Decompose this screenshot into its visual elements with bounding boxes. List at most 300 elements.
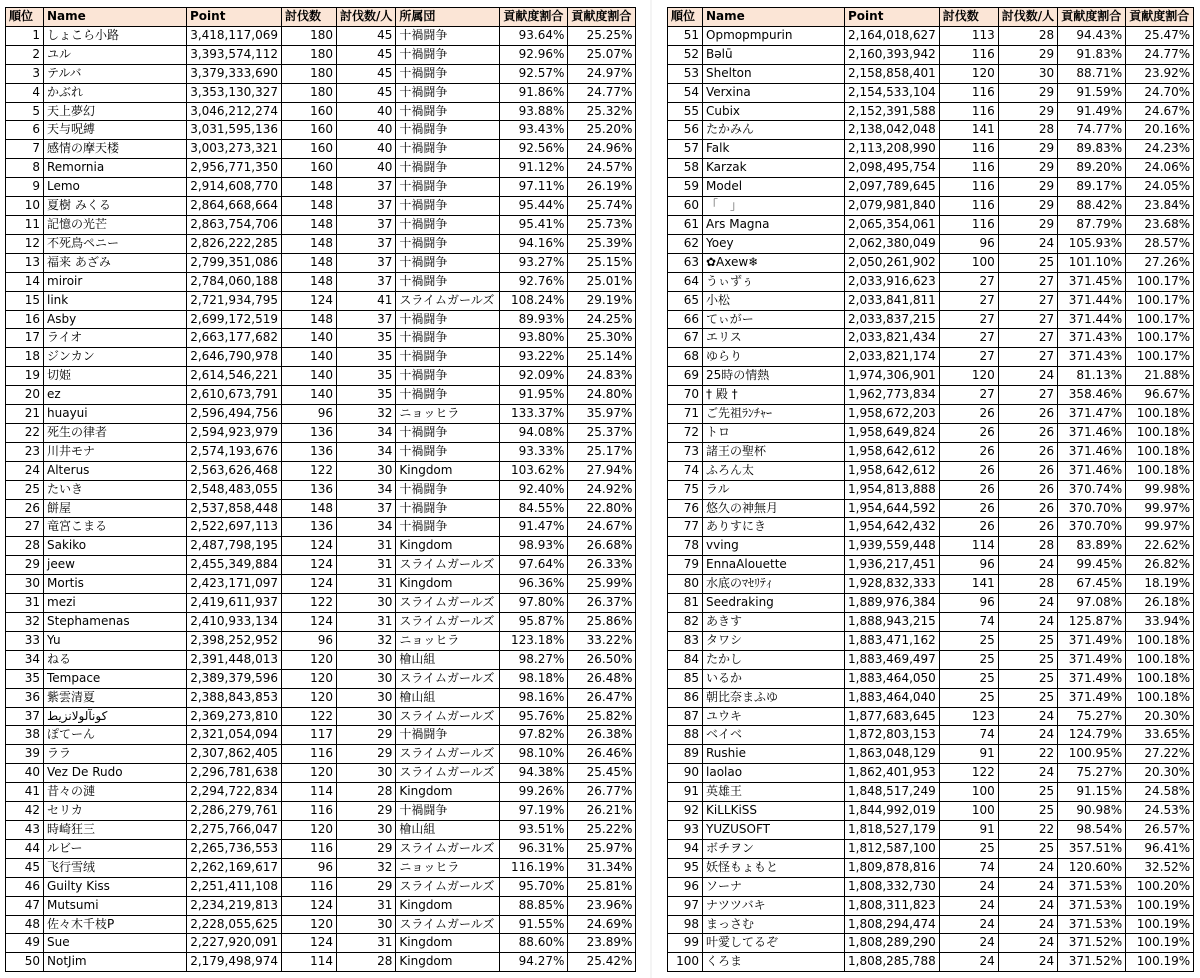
table-row: [668, 45, 1194, 64]
cell-name: NotJim: [44, 953, 187, 972]
cell-point: 2,398,252,952: [187, 631, 282, 650]
cell-kills-per: 45: [337, 26, 396, 45]
table-row: [668, 650, 1194, 669]
cell-kills: 27: [939, 291, 998, 310]
table-row: [668, 745, 1194, 764]
cell-team: スライムガールズ: [396, 745, 500, 764]
cell-kills-per: 37: [337, 310, 396, 329]
cell-contrib-b: 25.14%: [568, 348, 636, 367]
cell-rank: 26: [6, 499, 44, 518]
cell-team: 十禍闘争: [396, 518, 500, 537]
cell-kills-per: 24: [998, 234, 1057, 253]
cell-contrib-a: 370.70%: [1058, 499, 1126, 518]
header-row: [6, 8, 636, 27]
cell-kills-per: 28: [998, 26, 1057, 45]
cell-point: 3,418,117,069: [187, 26, 282, 45]
cell-contrib-b: 24.83%: [568, 367, 636, 386]
cell-team: ニョッヒラ: [396, 631, 500, 650]
header-contrib-a: 貢献度割合: [500, 8, 568, 27]
cell-point: 2,228,055,625: [187, 915, 282, 934]
cell-contrib-a: 83.89%: [1058, 537, 1126, 556]
cell-contrib-b: 100.18%: [1126, 650, 1194, 669]
cell-rank: 60: [668, 197, 703, 216]
cell-contrib-a: 371.49%: [1058, 631, 1126, 650]
cell-contrib-a: 87.79%: [1058, 215, 1126, 234]
table-row: [6, 64, 636, 83]
cell-team: 十禍闘争: [396, 159, 500, 178]
cell-kills: 140: [282, 367, 337, 386]
cell-team: 十禍闘争: [396, 197, 500, 216]
cell-contrib-b: 25.73%: [568, 215, 636, 234]
cell-name: Sue: [44, 934, 187, 953]
cell-kills-per: 25: [998, 253, 1057, 272]
cell-point: 2,826,222,285: [187, 234, 282, 253]
cell-rank: 47: [6, 896, 44, 915]
cell-kills-per: 37: [337, 178, 396, 197]
cell-team: 十禍闘争: [396, 234, 500, 253]
table-row: [668, 783, 1194, 802]
cell-kills-per: 37: [337, 253, 396, 272]
cell-name: タワシ: [703, 631, 845, 650]
header-rank: 順位: [668, 8, 703, 27]
cell-point: 1,818,527,179: [845, 820, 940, 839]
cell-rank: 66: [668, 310, 703, 329]
cell-contrib-a: 108.24%: [500, 291, 568, 310]
cell-contrib-b: 29.19%: [568, 291, 636, 310]
cell-contrib-b: 26.77%: [568, 783, 636, 802]
column-separator: [650, 0, 652, 978]
cell-kills-per: 26: [998, 405, 1057, 424]
cell-kills: 124: [282, 537, 337, 556]
cell-point: 1,883,464,050: [845, 669, 940, 688]
cell-name: たかし: [703, 650, 845, 669]
cell-rank: 85: [668, 669, 703, 688]
cell-kills: 120: [282, 650, 337, 669]
cell-contrib-b: 25.39%: [568, 234, 636, 253]
cell-kills: 116: [939, 159, 998, 178]
cell-kills-per: 26: [998, 499, 1057, 518]
cell-kills-per: 30: [337, 764, 396, 783]
cell-contrib-a: 93.80%: [500, 329, 568, 348]
table-row: [668, 556, 1194, 575]
cell-kills: 27: [939, 329, 998, 348]
cell-contrib-a: 105.93%: [1058, 234, 1126, 253]
cell-name: Ars Magna: [703, 215, 845, 234]
cell-point: 3,393,574,112: [187, 45, 282, 64]
cell-contrib-b: 26.47%: [568, 688, 636, 707]
cell-kills-per: 40: [337, 121, 396, 140]
table-row: [668, 64, 1194, 83]
cell-kills-per: 28: [998, 537, 1057, 556]
cell-contrib-b: 23.89%: [568, 934, 636, 953]
cell-contrib-b: 26.38%: [568, 726, 636, 745]
cell-contrib-a: 89.93%: [500, 310, 568, 329]
cell-contrib-b: 26.50%: [568, 650, 636, 669]
cell-point: 1,958,642,612: [845, 461, 940, 480]
cell-kills-per: 26: [998, 461, 1057, 480]
cell-rank: 14: [6, 272, 44, 291]
cell-contrib-a: 95.44%: [500, 197, 568, 216]
cell-kills: 122: [282, 707, 337, 726]
cell-kills: 116: [939, 215, 998, 234]
cell-contrib-a: 95.41%: [500, 215, 568, 234]
cell-contrib-a: 94.08%: [500, 423, 568, 442]
cell-name: 朝比奈まふゆ: [703, 688, 845, 707]
cell-point: 2,423,171,097: [187, 575, 282, 594]
cell-name: 夏樹 みくる: [44, 197, 187, 216]
cell-kills-per: 27: [998, 386, 1057, 405]
cell-kills-per: 24: [998, 934, 1057, 953]
cell-rank: 61: [668, 215, 703, 234]
table-row: [6, 253, 636, 272]
cell-kills: 180: [282, 26, 337, 45]
cell-name: 飞行雪绒: [44, 858, 187, 877]
cell-team: スライムガールズ: [396, 594, 500, 613]
cell-rank: 37: [6, 707, 44, 726]
cell-name: あきす: [703, 613, 845, 632]
cell-rank: 88: [668, 726, 703, 745]
cell-contrib-a: 94.38%: [500, 764, 568, 783]
cell-name: ユウキ: [703, 707, 845, 726]
table-row: [6, 291, 636, 310]
cell-kills-per: 29: [998, 102, 1057, 121]
cell-team: スライムガールズ: [396, 669, 500, 688]
cell-name: miroir: [44, 272, 187, 291]
cell-kills: 26: [939, 423, 998, 442]
cell-point: 2,262,169,617: [187, 858, 282, 877]
cell-team: Kingdom: [396, 953, 500, 972]
table-row: [6, 820, 636, 839]
cell-rank: 10: [6, 197, 44, 216]
cell-kills: 116: [282, 877, 337, 896]
table-row: [6, 442, 636, 461]
cell-point: 2,455,349,884: [187, 556, 282, 575]
cell-kills: 124: [282, 934, 337, 953]
cell-contrib-a: 371.44%: [1058, 291, 1126, 310]
cell-contrib-a: 371.46%: [1058, 461, 1126, 480]
cell-name: link: [44, 291, 187, 310]
cell-rank: 44: [6, 839, 44, 858]
cell-contrib-a: 98.54%: [1058, 820, 1126, 839]
header-kills-per: 討伐数/人: [337, 8, 396, 27]
cell-contrib-b: 100.18%: [1126, 631, 1194, 650]
cell-kills: 120: [282, 764, 337, 783]
cell-contrib-a: 133.37%: [500, 405, 568, 424]
table-row: [6, 953, 636, 972]
cell-contrib-a: 371.44%: [1058, 310, 1126, 329]
cell-kills: 140: [282, 329, 337, 348]
cell-contrib-a: 91.47%: [500, 518, 568, 537]
cell-rank: 100: [668, 953, 703, 972]
cell-name: 佐々木千枝P: [44, 915, 187, 934]
cell-kills-per: 29: [337, 839, 396, 858]
cell-kills: 116: [939, 197, 998, 216]
cell-kills: 141: [939, 121, 998, 140]
cell-point: 2,610,673,791: [187, 386, 282, 405]
cell-point: 3,003,273,321: [187, 140, 282, 159]
cell-team: 十禍闘争: [396, 442, 500, 461]
cell-contrib-a: 101.10%: [1058, 253, 1126, 272]
cell-kills-per: 34: [337, 518, 396, 537]
cell-contrib-b: 26.33%: [568, 556, 636, 575]
cell-name: 切姫: [44, 367, 187, 386]
cell-contrib-b: 26.57%: [1126, 820, 1194, 839]
cell-name: كونآلولانزيط: [44, 707, 187, 726]
cell-contrib-b: 24.92%: [568, 480, 636, 499]
cell-point: 2,522,697,113: [187, 518, 282, 537]
cell-kills-per: 29: [337, 726, 396, 745]
cell-contrib-b: 25.22%: [568, 820, 636, 839]
cell-kills: 136: [282, 442, 337, 461]
cell-point: 2,548,483,055: [187, 480, 282, 499]
cell-kills: 160: [282, 102, 337, 121]
cell-contrib-a: 98.27%: [500, 650, 568, 669]
cell-point: 1,812,587,100: [845, 839, 940, 858]
table-row: [668, 197, 1194, 216]
cell-contrib-a: 95.87%: [500, 613, 568, 632]
cell-point: 2,614,546,221: [187, 367, 282, 386]
cell-kills-per: 25: [998, 631, 1057, 650]
cell-kills-per: 29: [337, 745, 396, 764]
cell-kills: 148: [282, 178, 337, 197]
cell-kills: 160: [282, 140, 337, 159]
cell-kills-per: 24: [998, 915, 1057, 934]
cell-rank: 34: [6, 650, 44, 669]
cell-contrib-a: 95.70%: [500, 877, 568, 896]
cell-kills: 96: [939, 594, 998, 613]
cell-kills: 116: [939, 140, 998, 159]
cell-contrib-b: 25.20%: [568, 121, 636, 140]
table-row: [668, 102, 1194, 121]
cell-contrib-b: 24.77%: [1126, 45, 1194, 64]
cell-team: スライムガールズ: [396, 764, 500, 783]
cell-contrib-b: 26.68%: [568, 537, 636, 556]
cell-kills: 26: [939, 499, 998, 518]
cell-kills: 148: [282, 234, 337, 253]
cell-name: ユル: [44, 45, 187, 64]
cell-contrib-a: 91.15%: [1058, 783, 1126, 802]
table-row: [668, 669, 1194, 688]
cell-rank: 36: [6, 688, 44, 707]
cell-rank: 40: [6, 764, 44, 783]
cell-point: 1,877,683,645: [845, 707, 940, 726]
cell-contrib-b: 25.82%: [568, 707, 636, 726]
cell-kills: 140: [282, 386, 337, 405]
cell-contrib-a: 81.13%: [1058, 367, 1126, 386]
cell-contrib-a: 92.09%: [500, 367, 568, 386]
cell-point: 1,936,217,451: [845, 556, 940, 575]
cell-name: トロ: [703, 423, 845, 442]
cell-kills-per: 25: [998, 669, 1057, 688]
cell-name: ボチヲン: [703, 839, 845, 858]
cell-kills: 124: [282, 896, 337, 915]
table-row: [668, 367, 1194, 386]
header-contrib-a: 貢献度割合: [1058, 8, 1126, 27]
cell-kills-per: 24: [998, 556, 1057, 575]
cell-name: 天上夢幻: [44, 102, 187, 121]
cell-point: 2,286,279,761: [187, 802, 282, 821]
table-row: [6, 613, 636, 632]
cell-contrib-b: 21.88%: [1126, 367, 1194, 386]
table-row: [668, 178, 1194, 197]
cell-point: 3,353,130,327: [187, 83, 282, 102]
cell-contrib-b: 33.94%: [1126, 613, 1194, 632]
cell-kills: 100: [939, 783, 998, 802]
cell-rank: 72: [668, 423, 703, 442]
cell-contrib-b: 100.19%: [1126, 896, 1194, 915]
cell-kills-per: 24: [998, 726, 1057, 745]
cell-kills: 123: [939, 707, 998, 726]
cell-contrib-b: 24.23%: [1126, 140, 1194, 159]
cell-kills: 116: [282, 839, 337, 858]
cell-contrib-b: 100.18%: [1126, 688, 1194, 707]
cell-contrib-a: 93.33%: [500, 442, 568, 461]
cell-rank: 76: [668, 499, 703, 518]
cell-contrib-a: 93.27%: [500, 253, 568, 272]
cell-rank: 96: [668, 877, 703, 896]
cell-name: くろま: [703, 953, 845, 972]
cell-name: 悠久の神無月: [703, 499, 845, 518]
cell-name: ✿Axew❄: [703, 253, 845, 272]
cell-name: Asby: [44, 310, 187, 329]
cell-point: 1,928,832,333: [845, 575, 940, 594]
cell-kills: 116: [939, 102, 998, 121]
table-row: [6, 405, 636, 424]
cell-point: 1,808,311,823: [845, 896, 940, 915]
cell-name: 感情の摩天楼: [44, 140, 187, 159]
cell-point: 2,050,261,902: [845, 253, 940, 272]
table-row: [668, 518, 1194, 537]
cell-name: Sakiko: [44, 537, 187, 556]
cell-name: Rushie: [703, 745, 845, 764]
cell-rank: 69: [668, 367, 703, 386]
cell-kills: 148: [282, 499, 337, 518]
cell-name: Remornia: [44, 159, 187, 178]
cell-contrib-a: 116.19%: [500, 858, 568, 877]
cell-rank: 1: [6, 26, 44, 45]
cell-name: huayui: [44, 405, 187, 424]
cell-rank: 42: [6, 802, 44, 821]
cell-team: 十禍闘争: [396, 64, 500, 83]
cell-name: 川井モナ: [44, 442, 187, 461]
cell-name: 小松: [703, 291, 845, 310]
cell-contrib-a: 96.36%: [500, 575, 568, 594]
cell-name: Karzak: [703, 159, 845, 178]
cell-contrib-a: 371.43%: [1058, 348, 1126, 367]
cell-rank: 87: [668, 707, 703, 726]
cell-rank: 20: [6, 386, 44, 405]
cell-kills: 148: [282, 272, 337, 291]
table-row: [6, 197, 636, 216]
cell-kills-per: 29: [337, 802, 396, 821]
cell-kills-per: 29: [998, 197, 1057, 216]
cell-rank: 78: [668, 537, 703, 556]
cell-contrib-b: 25.07%: [568, 45, 636, 64]
cell-kills-per: 28: [337, 953, 396, 972]
cell-team: 十禍闘争: [396, 45, 500, 64]
cell-name: Verxina: [703, 83, 845, 102]
cell-contrib-b: 24.53%: [1126, 802, 1194, 821]
cell-contrib-b: 26.48%: [568, 669, 636, 688]
cell-contrib-b: 24.58%: [1126, 783, 1194, 802]
cell-rank: 48: [6, 915, 44, 934]
cell-contrib-a: 74.77%: [1058, 121, 1126, 140]
cell-rank: 19: [6, 367, 44, 386]
table-row: [6, 726, 636, 745]
cell-name: ぽてーん: [44, 726, 187, 745]
cell-kills: 180: [282, 45, 337, 64]
cell-contrib-b: 24.77%: [568, 83, 636, 102]
cell-contrib-a: 93.22%: [500, 348, 568, 367]
cell-contrib-b: 100.19%: [1126, 934, 1194, 953]
cell-kills-per: 30: [998, 64, 1057, 83]
cell-kills-per: 24: [998, 367, 1057, 386]
cell-contrib-b: 25.01%: [568, 272, 636, 291]
cell-name: 25時の情熱: [703, 367, 845, 386]
cell-kills-per: 24: [998, 858, 1057, 877]
table-row: [668, 140, 1194, 159]
cell-rank: 81: [668, 594, 703, 613]
cell-contrib-a: 97.82%: [500, 726, 568, 745]
cell-contrib-a: 88.60%: [500, 934, 568, 953]
cell-rank: 50: [6, 953, 44, 972]
cell-contrib-b: 24.70%: [1126, 83, 1194, 102]
cell-kills: 26: [939, 480, 998, 499]
cell-rank: 6: [6, 121, 44, 140]
cell-point: 2,537,858,448: [187, 499, 282, 518]
cell-name: Bəlū: [703, 45, 845, 64]
cell-contrib-a: 91.86%: [500, 83, 568, 102]
cell-contrib-a: 97.08%: [1058, 594, 1126, 613]
cell-contrib-b: 23.96%: [568, 896, 636, 915]
cell-name: 死生の律者: [44, 423, 187, 442]
cell-team: Kingdom: [396, 896, 500, 915]
cell-rank: 97: [668, 896, 703, 915]
cell-kills-per: 24: [998, 877, 1057, 896]
cell-contrib-a: 371.53%: [1058, 896, 1126, 915]
cell-point: 2,369,273,810: [187, 707, 282, 726]
cell-kills-per: 28: [998, 575, 1057, 594]
table-row: [6, 839, 636, 858]
cell-team: Kingdom: [396, 537, 500, 556]
table-row: [668, 480, 1194, 499]
table-row: [668, 726, 1194, 745]
cell-kills: 25: [939, 631, 998, 650]
cell-contrib-a: 91.95%: [500, 386, 568, 405]
cell-kills: 160: [282, 121, 337, 140]
cell-contrib-b: 100.17%: [1126, 310, 1194, 329]
cell-name: いるか: [703, 669, 845, 688]
cell-point: 1,974,306,901: [845, 367, 940, 386]
cell-kills-per: 45: [337, 45, 396, 64]
cell-contrib-b: 26.19%: [568, 178, 636, 197]
cell-rank: 99: [668, 934, 703, 953]
cell-point: 2,152,391,588: [845, 102, 940, 121]
table-row: [6, 367, 636, 386]
cell-point: 2,574,193,676: [187, 442, 282, 461]
cell-point: 2,307,862,405: [187, 745, 282, 764]
cell-rank: 51: [668, 26, 703, 45]
cell-kills-per: 30: [337, 650, 396, 669]
cell-name: 水底のﾏｾﾘﾃｨ: [703, 575, 845, 594]
cell-point: 2,164,018,627: [845, 26, 940, 45]
cell-rank: 8: [6, 159, 44, 178]
cell-name: ez: [44, 386, 187, 405]
cell-kills-per: 34: [337, 423, 396, 442]
cell-kills-per: 35: [337, 386, 396, 405]
cell-contrib-a: 358.46%: [1058, 386, 1126, 405]
cell-contrib-b: 23.84%: [1126, 197, 1194, 216]
